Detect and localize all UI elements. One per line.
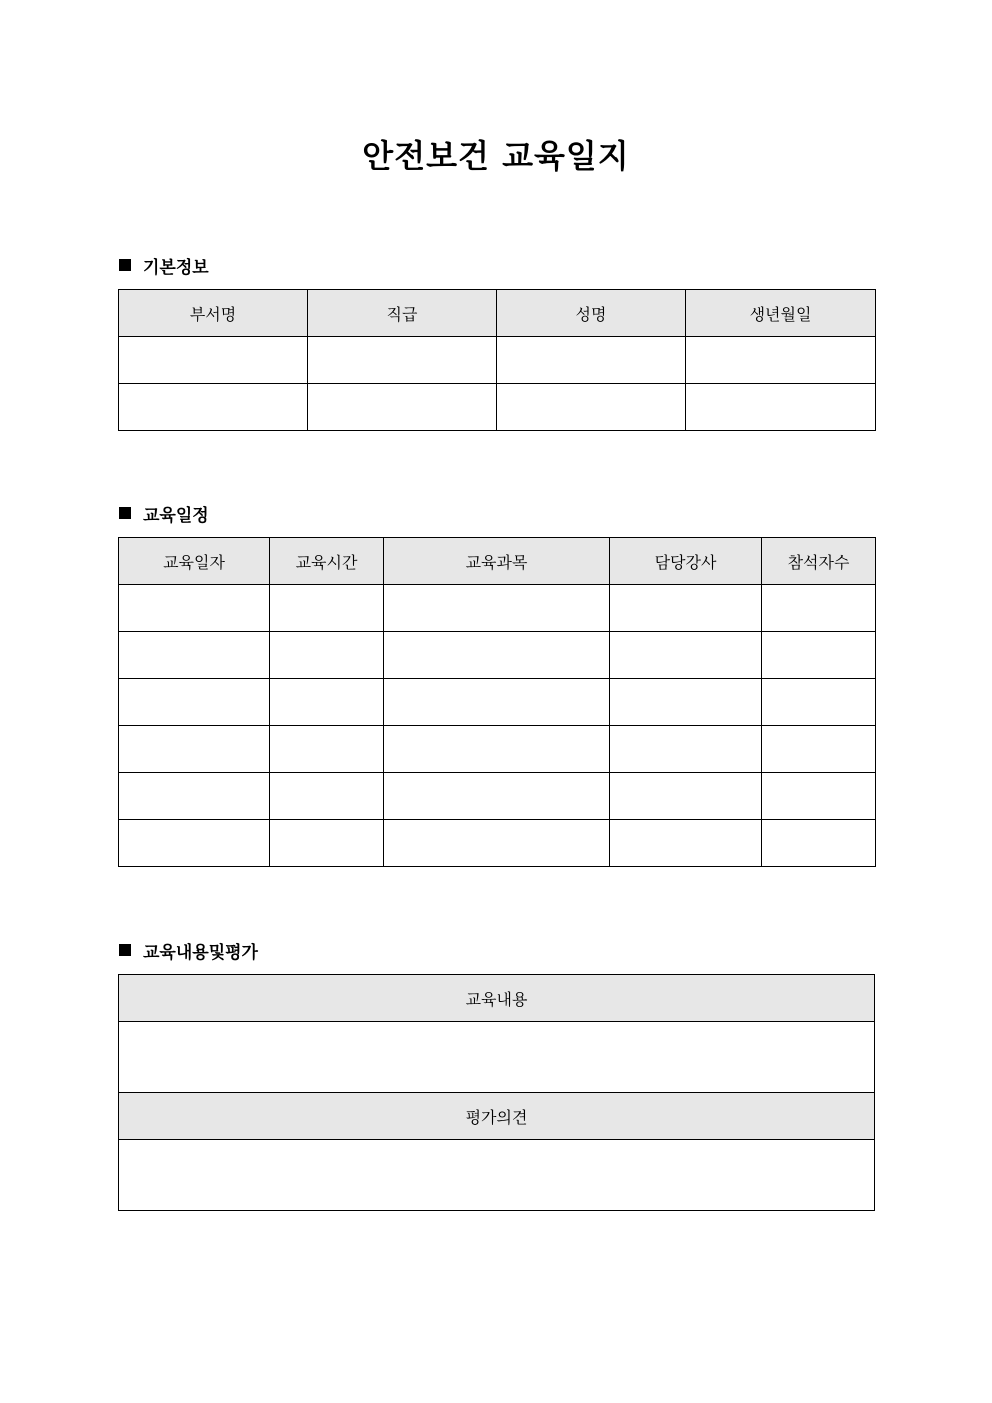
evaluation-field[interactable] (119, 1140, 875, 1211)
table-row (119, 1022, 875, 1093)
date-cell[interactable] (119, 773, 270, 820)
subject-cell[interactable] (384, 585, 610, 632)
attendees-cell[interactable] (762, 679, 876, 726)
table-row (119, 585, 876, 632)
content-eval-table (118, 974, 875, 1211)
section-heading-basic-info (119, 253, 209, 277)
column-header-instructor: 담당강사 (610, 538, 762, 585)
date-cell[interactable] (119, 726, 270, 773)
time-cell[interactable] (270, 726, 384, 773)
time-cell[interactable] (270, 820, 384, 867)
subject-cell[interactable] (384, 679, 610, 726)
square-bullet-icon (119, 507, 131, 519)
attendees-cell[interactable] (762, 820, 876, 867)
section-heading-content-eval (119, 938, 258, 962)
table-row (119, 726, 876, 773)
instructor-cell[interactable] (610, 726, 762, 773)
time-cell[interactable] (270, 773, 384, 820)
time-cell[interactable] (270, 679, 384, 726)
date-cell[interactable] (119, 632, 270, 679)
square-bullet-icon (119, 259, 131, 271)
column-header-date: 교육일자 (119, 538, 270, 585)
birthdate-cell[interactable] (686, 384, 876, 431)
table-header-row (119, 1093, 875, 1140)
column-header-attendees: 참석자수 (762, 538, 876, 585)
section-heading-schedule (119, 501, 209, 525)
position-cell[interactable] (308, 337, 497, 384)
attendees-cell[interactable] (762, 726, 876, 773)
name-cell[interactable] (497, 384, 686, 431)
table-header-row (119, 975, 875, 1022)
table-row (119, 773, 876, 820)
table-row (119, 384, 876, 431)
position-cell[interactable] (308, 384, 497, 431)
attendees-cell[interactable] (762, 773, 876, 820)
basic-info-table (118, 289, 876, 431)
instructor-cell[interactable] (610, 585, 762, 632)
column-header-department: 부서명 (119, 290, 308, 337)
table-row (119, 679, 876, 726)
attendees-cell[interactable] (762, 632, 876, 679)
table-row (119, 820, 876, 867)
instructor-cell[interactable] (610, 773, 762, 820)
column-header-time: 교육시간 (270, 538, 384, 585)
table-row (119, 1140, 875, 1211)
time-cell[interactable] (270, 632, 384, 679)
time-cell[interactable] (270, 585, 384, 632)
section-heading-label: 기본정보 (143, 257, 209, 278)
evaluation-header: 평가의견 (119, 1093, 875, 1140)
table-header-row (119, 290, 876, 337)
instructor-cell[interactable] (610, 679, 762, 726)
subject-cell[interactable] (384, 632, 610, 679)
column-header-name: 성명 (497, 290, 686, 337)
section-heading-label: 교육내용및평가 (143, 942, 258, 963)
content-header: 교육내용 (119, 975, 875, 1022)
name-cell[interactable] (497, 337, 686, 384)
subject-cell[interactable] (384, 726, 610, 773)
section-heading-label: 교육일정 (143, 505, 209, 526)
page-title: 안전보건 교육일지 (362, 137, 630, 175)
date-cell[interactable] (119, 679, 270, 726)
department-cell[interactable] (119, 384, 308, 431)
attendees-cell[interactable] (762, 585, 876, 632)
birthdate-cell[interactable] (686, 337, 876, 384)
square-bullet-icon (119, 944, 131, 956)
date-cell[interactable] (119, 585, 270, 632)
table-row (119, 337, 876, 384)
column-header-birthdate: 생년월일 (686, 290, 876, 337)
subject-cell[interactable] (384, 773, 610, 820)
table-header-row (119, 538, 876, 585)
schedule-table (118, 537, 876, 867)
subject-cell[interactable] (384, 820, 610, 867)
date-cell[interactable] (119, 820, 270, 867)
column-header-subject: 교육과목 (384, 538, 610, 585)
instructor-cell[interactable] (610, 632, 762, 679)
table-row (119, 632, 876, 679)
department-cell[interactable] (119, 337, 308, 384)
content-field[interactable] (119, 1022, 875, 1093)
column-header-position: 직급 (308, 290, 497, 337)
instructor-cell[interactable] (610, 820, 762, 867)
